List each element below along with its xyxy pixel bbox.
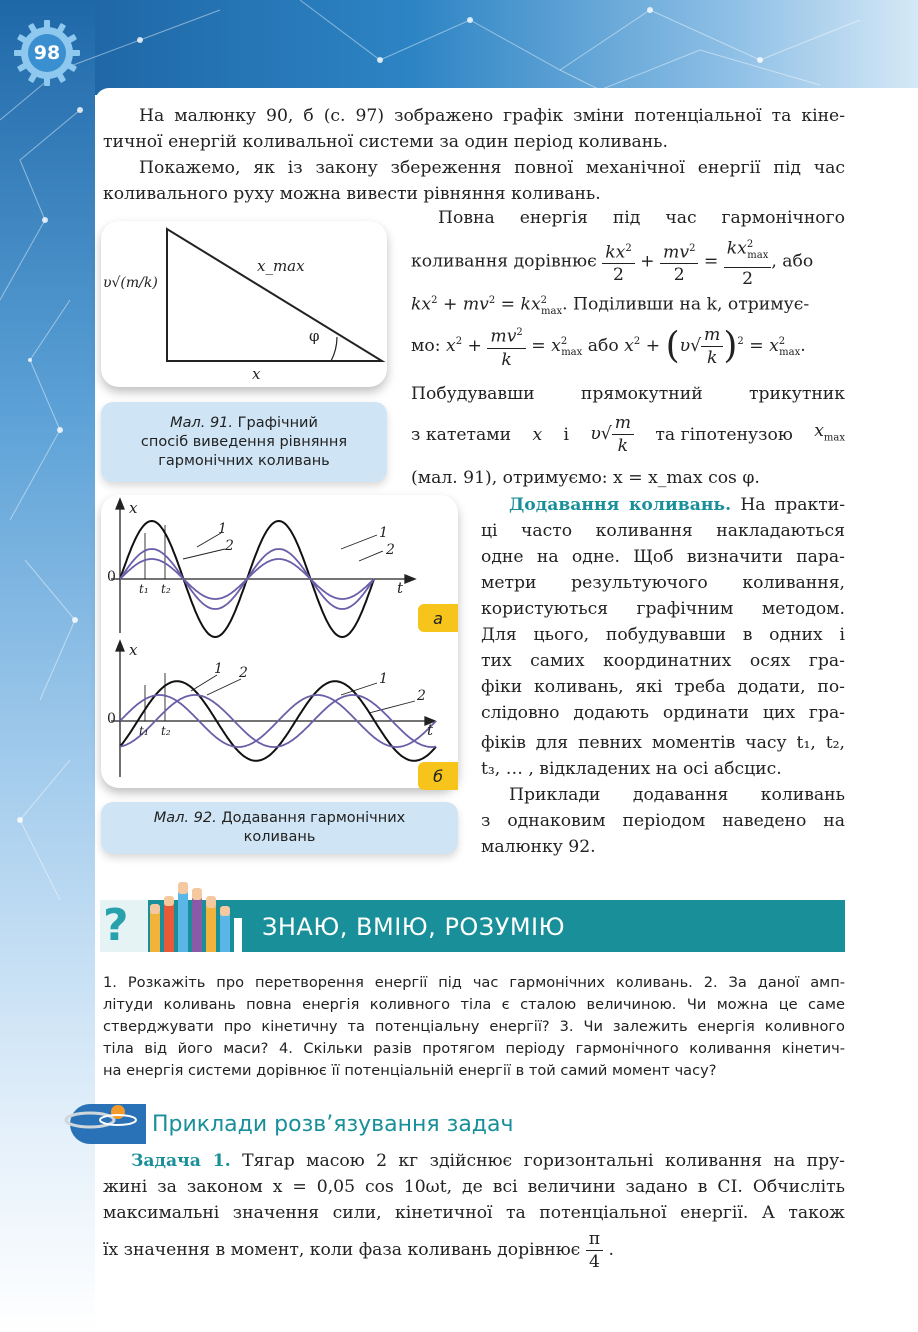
figure-91 <box>101 221 387 387</box>
fraction: $\frac{mv^2}{2}$ <box>660 238 698 287</box>
caption-text: гармонічних коливань <box>158 452 330 469</box>
fraction: $\frac{m}{k}$ <box>612 412 634 457</box>
curve-2-label: 2 <box>239 665 248 681</box>
text-fragment: мо: <box>411 335 441 356</box>
triangle-legs-line: з катетами x і υ√ $\frac{m}{k}$ та гіпотенузою $x_{max}$ <box>411 413 845 456</box>
text-fragment: , або <box>771 251 814 272</box>
page-number: 98 <box>33 42 61 64</box>
caption-label: Мал. 91. <box>170 414 234 431</box>
question-line: стверджувати про кінетичну та потенціальну енергії? 3. Чи залежить енергія коливного <box>103 1018 845 1035</box>
y-axis-label: x <box>129 641 138 659</box>
text-line <box>481 492 845 519</box>
text-fragment: і <box>563 424 569 445</box>
curve-1-label: 1 <box>379 671 388 687</box>
question-line: на енергія системи дорівнює її потенціальній енергії в той самий момент часу? <box>103 1062 717 1079</box>
section-title: Приклади розв’язування задач <box>152 1112 514 1137</box>
task-line <box>103 1148 845 1175</box>
y-axis-label: x <box>129 499 138 517</box>
t1-label: t₁ <box>139 724 149 738</box>
text-line: з однаковим періодом наведено на <box>481 811 845 831</box>
text-line: метри результуючого коливання, <box>481 573 845 593</box>
text-fragment: з катетами <box>411 424 512 445</box>
vertical-leg-label: υ√(m/k) <box>103 275 158 291</box>
banner-title: ЗНАЮ, ВМІЮ, РОЗУМІЮ <box>262 913 566 941</box>
text-line: фіків для певних моментів часу t₁, t₂, <box>481 733 845 753</box>
curve-2-label: 2 <box>225 538 234 554</box>
text-line: Для цього, побудувавши в одних і <box>481 625 845 645</box>
curve-1-label: 1 <box>218 521 227 537</box>
caption-text: спосіб виведення рівняння <box>140 433 348 450</box>
t2-label: t₂ <box>161 724 171 738</box>
text-line: Приклади додавання коливань <box>509 785 845 805</box>
text-line: слідовно додають ординати цих гра- <box>481 703 845 723</box>
angle-label: φ <box>309 327 320 345</box>
header-background <box>0 0 918 95</box>
figure-92-caption <box>101 802 458 854</box>
text-fragment: . <box>608 1240 615 1260</box>
intro-line: Покажемо, як із закону збереження повної механічної енергії під час <box>139 158 845 178</box>
fraction: $\frac{m}{k}$ <box>701 324 723 369</box>
question-line: 1. Розкажіть про перетворення енергії під час гармонічних коливань. 2. За даної амп- <box>103 974 845 991</box>
raised-hands-icon <box>146 878 246 952</box>
subheading: Додавання коливань. <box>509 495 732 515</box>
t1-label: t₁ <box>139 582 149 596</box>
intro-line: тичної енергій коливальної системи за один період коливань. <box>103 132 668 152</box>
fraction: $\frac{\pi}{4}$ <box>586 1228 603 1273</box>
panel-a-badge: а <box>418 604 458 632</box>
hypotenuse-label: x_max <box>257 257 305 275</box>
text-line: одне на одне. Щоб визначити пара- <box>481 547 845 567</box>
text-line: користуються графічним методом. <box>481 599 845 619</box>
task-label: Задача 1. <box>131 1151 231 1171</box>
x-axis-label: t <box>427 721 434 739</box>
task-line: жині за законом x = 0,05 cos 10ωt, де всі величини задано в СІ. Обчисліть <box>103 1177 845 1197</box>
question-line: тіла від його маси? 4. Скільки разів протягом періоду гармонічного коливання кінетич- <box>103 1040 845 1057</box>
text-fragment: Тягар масою 2 кг здійснює горизонтальні коливання на пру- <box>242 1151 845 1171</box>
task-line: максимальні значення сили, кінетичної та потенціальної енергії. А також <box>103 1203 845 1223</box>
t2-label: t₂ <box>161 582 171 596</box>
question-mark-icon: ? <box>103 900 129 951</box>
fraction: $\frac{kx^2}{2}$ <box>602 238 634 287</box>
curve-1-label: 1 <box>379 525 388 541</box>
text-line: фіки коливань, які треба додати, по- <box>481 677 845 697</box>
text-fragment: коливання дорівнює <box>411 251 597 272</box>
fraction: $\frac{mv^2}{k}$ <box>487 322 525 371</box>
figure-92 <box>101 495 458 788</box>
intro-line: коливального руху можна вивести рівняння коливань. <box>103 184 601 204</box>
text-fragment: На практи- <box>740 495 845 515</box>
caption-text: коливань <box>243 829 316 845</box>
task-line <box>103 1228 614 1273</box>
caption-text: Додавання гармонічних <box>221 810 406 826</box>
origin-label: 0 <box>107 569 116 585</box>
panel-b-badge: б <box>418 762 458 790</box>
text-line: тих самих координатних осях гра- <box>481 651 845 671</box>
text-line: малюнку 92. <box>481 837 596 857</box>
curve-2-label: 2 <box>417 688 426 704</box>
energy-equation-3: мо: $x^2$ + $\frac{mv^2}{k}$ = $x^2_{max}$ або $x^2 + (\upsilon√$ $\frac{m}{k}$ )$^2 = x^2_{max}$. <box>411 322 806 371</box>
energy-equation: коливання дорівнює $\frac{kx^2}{2}$ + $\frac{mv^2}{2}$ = $\frac{kx^2_{max}}{2}$ , або <box>411 234 813 290</box>
text-line: (мал. 91), отримуємо: x = x_max cos φ. <box>411 468 760 488</box>
curve-2-label: 2 <box>386 542 395 558</box>
text-line: Побудувавши прямокутний трикутник <box>411 384 845 404</box>
curve-1-label: 1 <box>214 661 223 677</box>
text-line: ці часто коливання накладаються <box>481 521 845 541</box>
text-fragment: . Поділивши на k, отримує- <box>562 294 810 315</box>
caption-text: Графічний <box>237 414 318 431</box>
caption-label: Мал. 92. <box>153 810 217 826</box>
lens-icon <box>64 1100 148 1144</box>
question-line: літуди коливань повна енергія коливного тіла є сталою величиною. Чи можна це саме <box>103 996 845 1013</box>
origin-label: 0 <box>107 711 116 727</box>
text-fragment: та гіпотенузою <box>655 424 793 445</box>
text-fragment: їх значення в момент, коли фаза коливань дорівнює <box>103 1240 581 1260</box>
text-line: t₃, … , відкладених на осі абсцис. <box>481 759 782 779</box>
text-line: Повна енергія під час гармонічного <box>438 208 845 228</box>
energy-equation-2: $kx^2 + mv^2 = kx^2_{max}$. Поділивши на k, отримує- <box>411 294 810 318</box>
horizontal-leg-label: x <box>252 365 261 383</box>
triangle-diagram <box>101 221 387 387</box>
text-fragment: або <box>587 335 619 356</box>
x-axis-label: t <box>397 579 404 597</box>
intro-line: На малюнку 90, б (с. 97) зображено графік зміни потенціальної та кіне- <box>139 106 845 126</box>
oscillation-graphs <box>101 495 458 788</box>
fraction: $\frac{kx^2_{max}}{2}$ <box>724 234 772 290</box>
figure-91-caption <box>101 402 387 482</box>
